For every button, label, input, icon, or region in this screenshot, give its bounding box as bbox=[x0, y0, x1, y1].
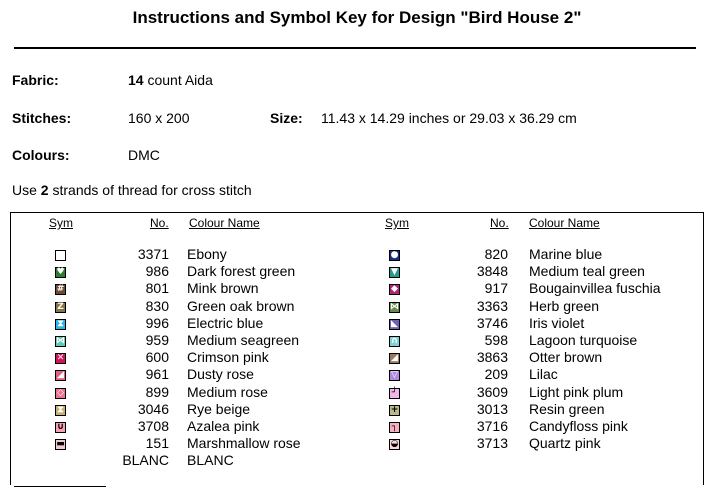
symbol-swatch-icon: ✕ bbox=[56, 353, 65, 364]
colour-name: Lagoon turquoise bbox=[529, 332, 638, 348]
colour-name: Otter brown bbox=[529, 349, 603, 366]
colour-name: Resin green bbox=[529, 400, 605, 417]
title-divider bbox=[14, 47, 696, 49]
symbol-swatch-icon: ● bbox=[390, 250, 399, 260]
colour-name: Azalea pink bbox=[187, 418, 260, 434]
colour-number: 600 bbox=[145, 349, 169, 366]
colour-number: 598 bbox=[484, 332, 508, 348]
colour-number: 3609 bbox=[476, 383, 508, 400]
strand-instruction bbox=[12, 182, 252, 198]
symbol-swatch-icon bbox=[55, 250, 66, 261]
left-sym-header: Sym bbox=[49, 216, 73, 230]
colour-name: Lilac bbox=[529, 366, 558, 383]
left-name-header: Colour Name bbox=[189, 216, 260, 230]
colour-name: Dark forest green bbox=[187, 263, 296, 280]
colour-number: 3746 bbox=[476, 314, 508, 331]
colour-name: Bougainvillea fuschia bbox=[529, 280, 661, 297]
symbol-swatch-icon: ┐ bbox=[389, 422, 400, 433]
symbol-swatch-icon: ◆ bbox=[389, 284, 400, 295]
strand-count: 2 bbox=[40, 182, 49, 198]
colour-name: Quartz pink bbox=[529, 435, 601, 452]
size-value: 11.43 x 14.29 inches or 29.03 x 36.29 cm bbox=[321, 110, 577, 126]
colour-name: Rye beige bbox=[187, 400, 251, 417]
colours-value: DMC bbox=[128, 147, 160, 163]
colour-name: Medium seagreen bbox=[187, 332, 300, 348]
symbol-swatch-icon: ⧗ bbox=[55, 405, 66, 416]
left-no-header: No. bbox=[150, 216, 169, 230]
instruction-post: strands of thread for cross stitch bbox=[48, 182, 252, 198]
symbol-swatch-icon: ▬ bbox=[56, 439, 65, 450]
colour-number: 151 bbox=[145, 435, 169, 452]
colour-number: 3848 bbox=[476, 263, 508, 280]
colour-number: BLANC bbox=[122, 452, 169, 469]
colour-name: Electric blue bbox=[187, 314, 264, 331]
colour-name: Ebony bbox=[187, 246, 227, 262]
fabric-value bbox=[128, 72, 213, 88]
right-sym-header: Sym bbox=[385, 216, 409, 230]
symbol-swatch-icon: ◇ bbox=[55, 388, 66, 399]
colour-name: Marshmallow rose bbox=[187, 435, 301, 452]
symbol-swatch-icon: ◢ bbox=[55, 370, 66, 381]
symbol-swatch-icon: ⋈ bbox=[56, 336, 65, 346]
symbol-swatch-icon: + bbox=[390, 404, 399, 415]
right-no-header: No. bbox=[490, 216, 509, 230]
symbol-swatch-icon: ┘ bbox=[389, 388, 400, 399]
table-bottom-line bbox=[14, 486, 106, 487]
colour-number: 801 bbox=[145, 280, 169, 297]
colour-number: 899 bbox=[145, 383, 169, 400]
symbol-swatch-icon: ▽ bbox=[389, 370, 400, 381]
colour-name: Marine blue bbox=[529, 246, 603, 262]
symbol-swatch-icon: ◢ bbox=[389, 353, 400, 364]
colour-number: 3363 bbox=[476, 297, 508, 314]
fabric-label: Fabric: bbox=[12, 72, 59, 88]
stitches-value: 160 x 200 bbox=[128, 110, 190, 126]
symbol-swatch-icon: # bbox=[56, 284, 65, 295]
colour-name: Crimson pink bbox=[187, 349, 269, 366]
colour-number: 3863 bbox=[476, 349, 508, 366]
colour-number: 3708 bbox=[137, 418, 169, 434]
symbol-swatch-icon: ▼ bbox=[389, 267, 400, 278]
colour-number: 3716 bbox=[476, 418, 508, 434]
colour-number: 3013 bbox=[476, 400, 508, 417]
colour-number: 996 bbox=[145, 314, 169, 331]
colours-label: Colours: bbox=[12, 147, 70, 163]
colour-number: 986 bbox=[145, 263, 169, 280]
colour-number: 3046 bbox=[137, 400, 169, 417]
colour-number: 961 bbox=[145, 366, 169, 383]
colour-number: 917 bbox=[484, 280, 508, 297]
colour-number: 3713 bbox=[476, 435, 508, 452]
colour-name: Medium teal green bbox=[529, 263, 645, 280]
symbol-swatch-icon: ∩ bbox=[390, 336, 399, 346]
colour-name: Dusty rose bbox=[187, 366, 254, 383]
colour-name: Iris violet bbox=[529, 314, 585, 331]
instruction-pre: Use bbox=[12, 182, 41, 198]
size-label: Size: bbox=[270, 110, 303, 126]
right-name-header: Colour Name bbox=[529, 216, 600, 230]
colour-number: 3371 bbox=[137, 246, 169, 262]
page-title: Instructions and Symbol Key for Design "Bird House 2" bbox=[132, 8, 582, 27]
colour-number: 820 bbox=[484, 246, 508, 262]
colour-name: Light pink plum bbox=[529, 383, 624, 400]
symbol-swatch-icon: ⋈ bbox=[390, 301, 399, 312]
colour-name: Medium rose bbox=[187, 383, 268, 400]
symbol-swatch-icon: ⧗ bbox=[55, 319, 66, 330]
colour-name: Herb green bbox=[529, 297, 600, 314]
symbol-swatch-icon: ◒ bbox=[390, 439, 399, 450]
symbol-swatch-icon: ◣ bbox=[389, 319, 400, 330]
colour-name: Candyfloss pink bbox=[529, 418, 628, 434]
symbol-swatch-icon: ∪ bbox=[56, 422, 65, 432]
colour-number: 959 bbox=[145, 332, 169, 348]
colour-name: Green oak brown bbox=[187, 297, 295, 314]
symbol-swatch-icon: ♥ bbox=[56, 267, 65, 278]
colour-number: 209 bbox=[484, 366, 508, 383]
fabric-count: 14 bbox=[128, 72, 144, 88]
stitches-label: Stitches: bbox=[12, 110, 72, 126]
colour-number: 830 bbox=[145, 297, 169, 314]
colour-name: BLANC bbox=[187, 452, 234, 469]
colour-name: Mink brown bbox=[187, 280, 259, 297]
fabric-type: count Aida bbox=[143, 72, 213, 88]
symbol-swatch-icon: Z bbox=[55, 302, 66, 313]
